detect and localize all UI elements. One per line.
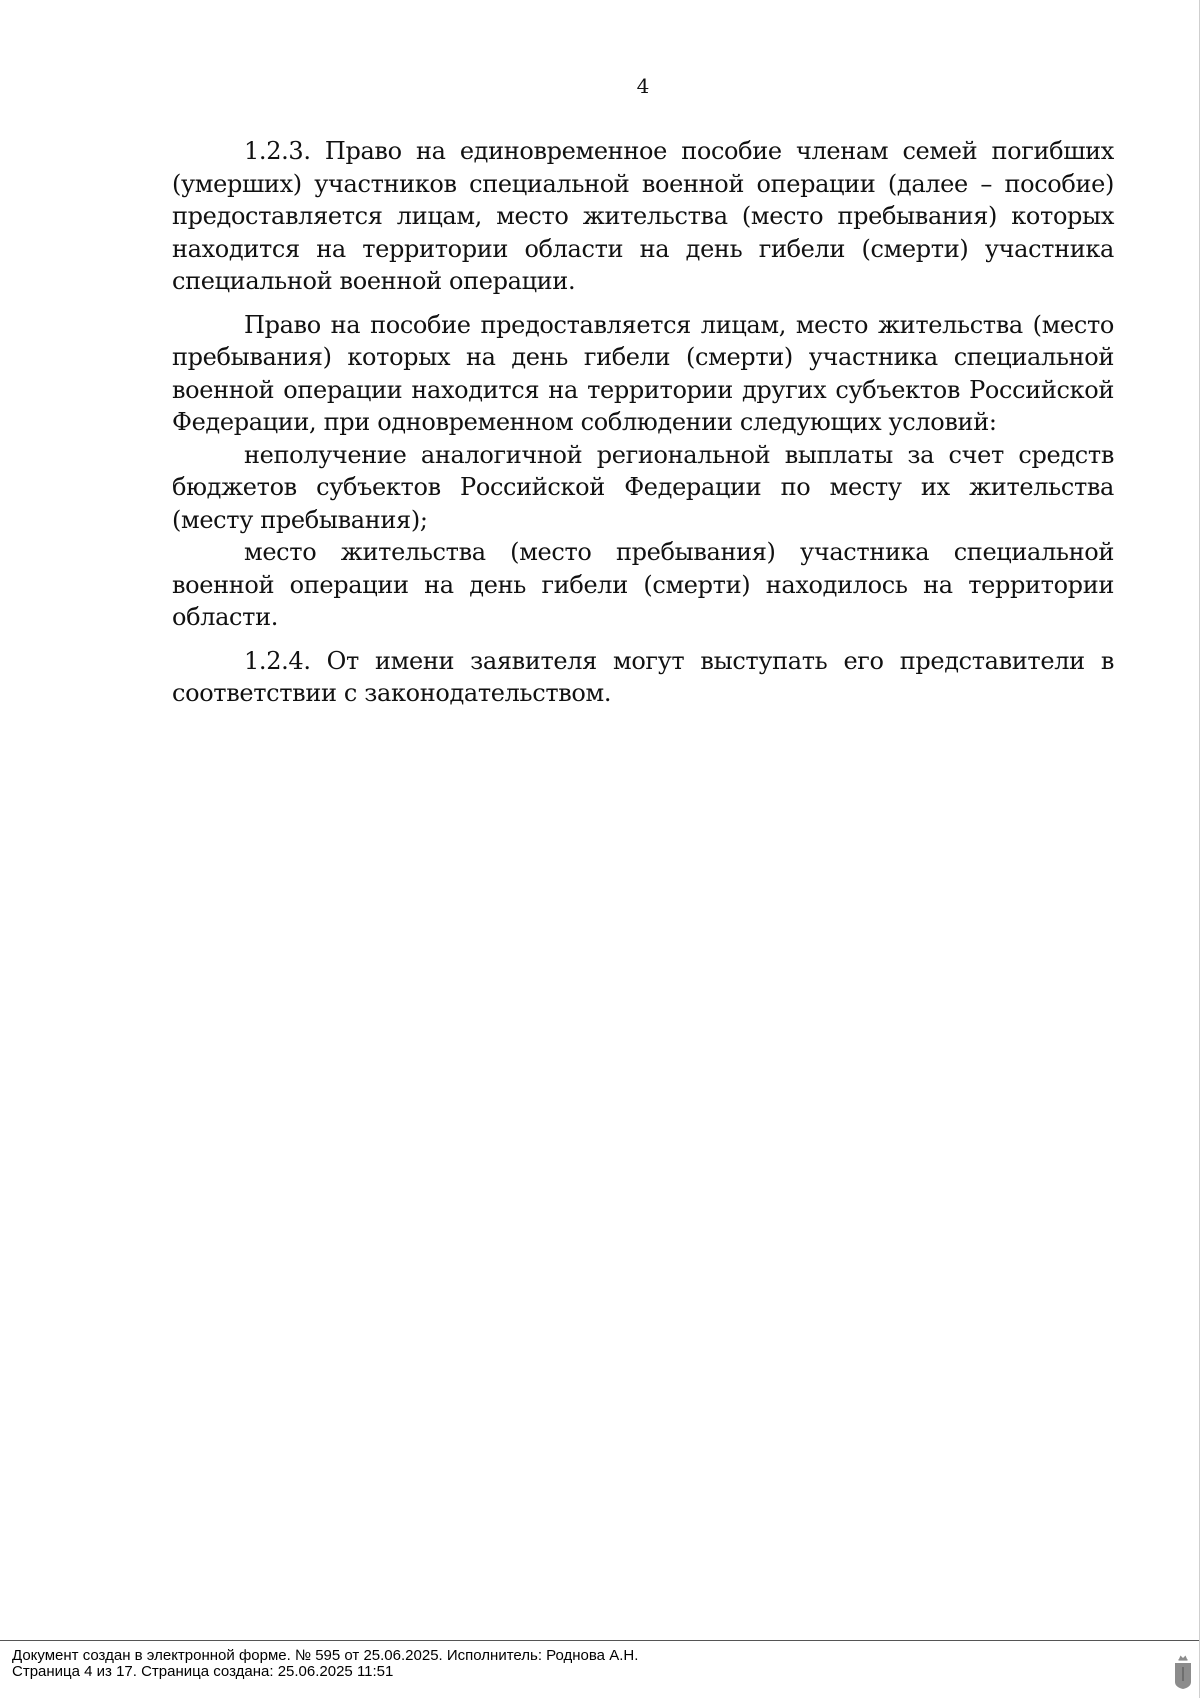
document-body — [172, 135, 1114, 710]
footer-page-info: Страница 4 из 17. Страница создана: 25.06.2025 11:51 — [12, 1663, 394, 1680]
paragraph-condition-2: место жительства (место пребывания) участника специальной военной операции на день гибели (смерти) находилось на территории области. — [172, 538, 1114, 631]
paragraph-condition-1: неполучение аналогичной региональной выплаты за счет средств бюджетов субъектов Российской Федерации по месту их жительства (месту пребывания); — [172, 440, 1114, 534]
footer-divider — [0, 1640, 1199, 1641]
paragraph-1-2-4: 1.2.4. От имени заявителя могут выступать его представители в соответствии с законодательством. — [172, 646, 1114, 707]
footer-document-info: Документ создан в электронной форме. № 595 от 25.06.2025. Исполнитель: Роднова А.Н. — [12, 1647, 639, 1664]
page-number: 4 — [636, 74, 650, 98]
coat-of-arms-icon — [1172, 1654, 1194, 1690]
paragraph-right-to-benefit: Право на пособие предоставляется лицам, место жительства (место пребывания) которых на день гибели (смерти) участника специальной военной операции находится на территории других субъектов Российской Федерации, при одновременном соблюдении следующих условий: — [172, 310, 1114, 436]
paragraph-1-2-3: 1.2.3. Право на единовременное пособие членам семей погибших (умерших) участников специальной военной операции (далее – пособие) предоставляется лицам, место жительства (место пребывания) которых находится на территории области на день гибели (смерти) участника специальной военной операции. — [172, 137, 1114, 295]
document-footer — [12, 1648, 1152, 1680]
